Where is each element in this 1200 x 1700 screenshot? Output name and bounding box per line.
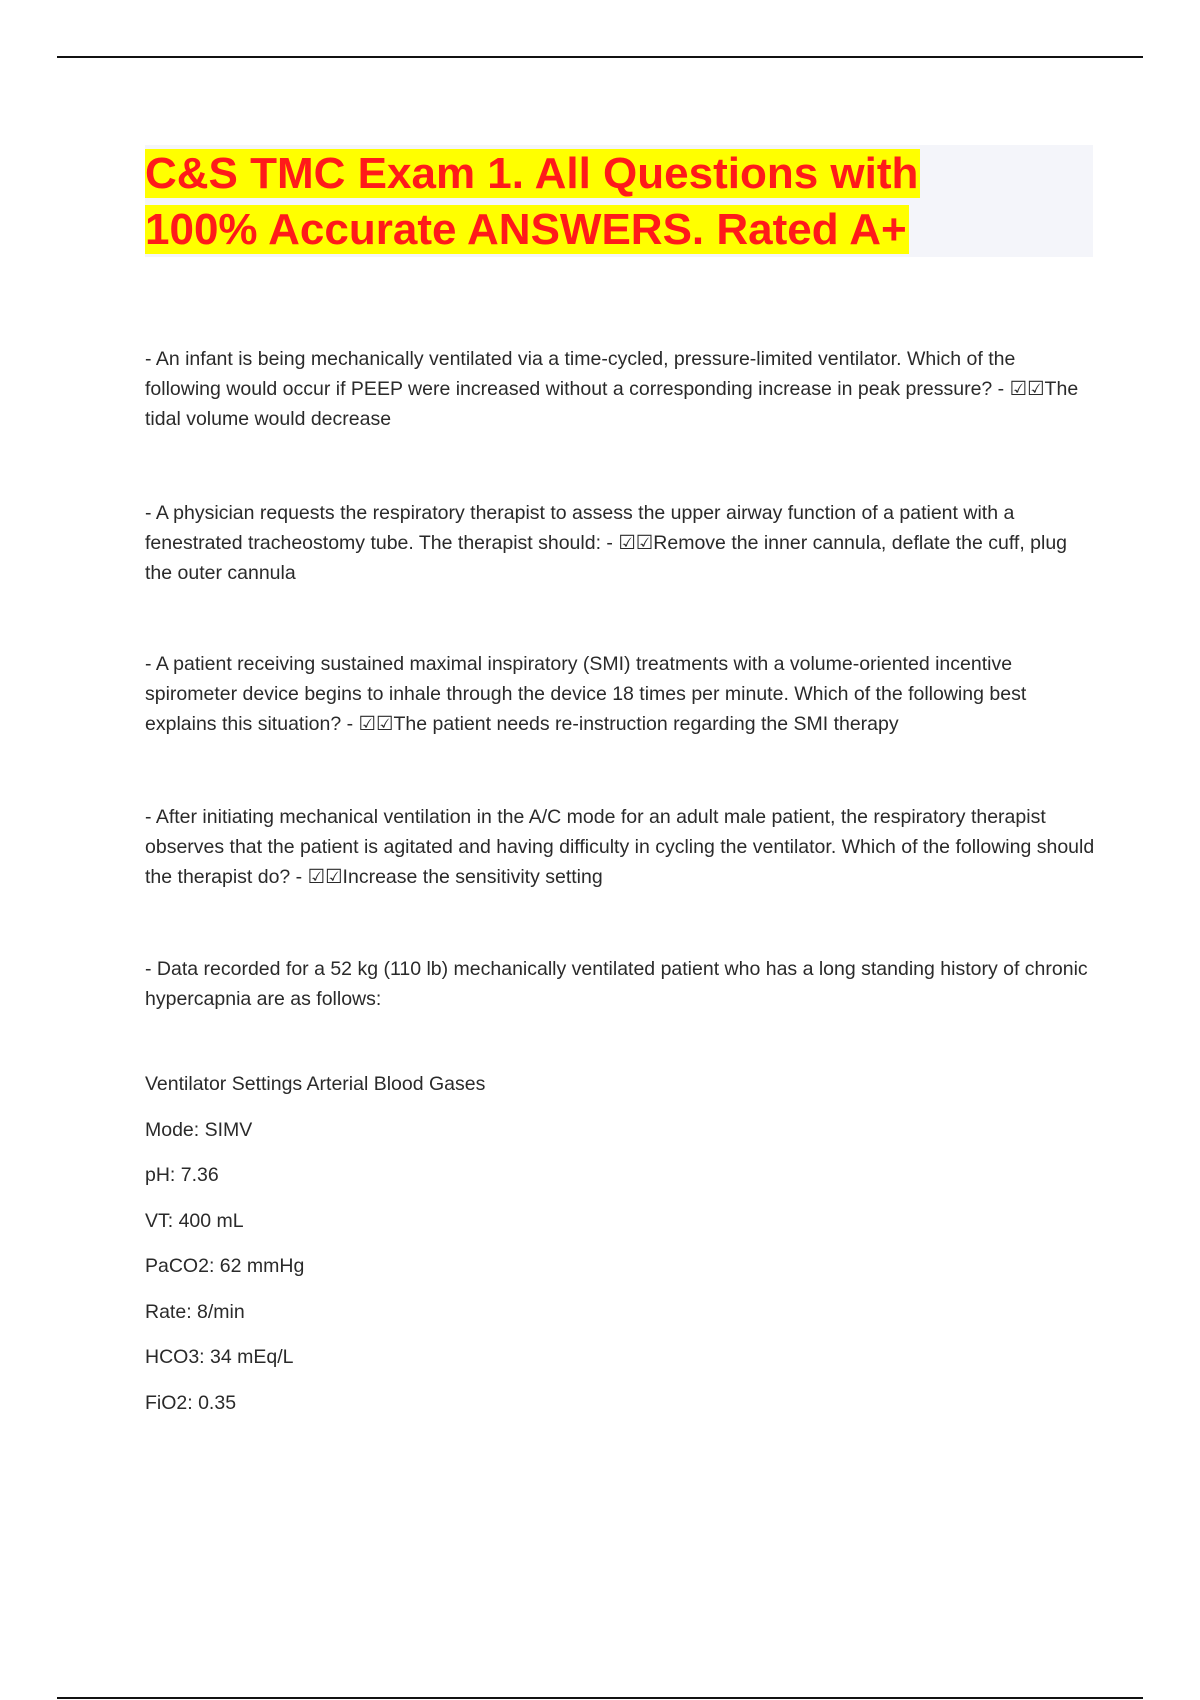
title-line-1: C&S TMC Exam 1. All Questions with [145, 149, 919, 198]
data-row-hco3: HCO3: 34 mEq/L [145, 1346, 294, 1368]
data-row-fio2: FiO2: 0.35 [145, 1392, 237, 1414]
data-row-vt: VT: 400 mL [145, 1210, 244, 1232]
data-row-mode: Mode: SIMV [145, 1119, 253, 1141]
data-row-rate: Rate: 8/min [145, 1301, 245, 1323]
data-row-paco2: PaCO2: 62 mmHg [145, 1255, 305, 1277]
question-1: - An infant is being mechanically ventilated via a time-cycled, pressure-limited ventilator. Which of the following would occur if PEEP were increased without a corresponding increase in peak pressure? - ☑☑The tidal volume would decrease [145, 348, 1079, 430]
data-row-ph: pH: 7.36 [145, 1164, 219, 1186]
data-header: Ventilator Settings Arterial Blood Gases [145, 1073, 486, 1095]
question-4: - After initiating mechanical ventilation in the A/C mode for an adult male patient, the respiratory therapist observes that the patient is agitated and having difficulty in cycling the ventilator. Which of the following should the therapist do? - ☑☑Increase the sensitivity setting [145, 806, 1095, 888]
bottom-rule [57, 1697, 1143, 1699]
title-line-2: 100% Accurate ANSWERS. Rated A+ [145, 205, 907, 254]
question-5: - Data recorded for a 52 kg (110 lb) mechanically ventilated patient who has a long standing history of chronic hypercapnia are as follows: [145, 958, 1088, 1010]
question-3: - A patient receiving sustained maximal inspiratory (SMI) treatments with a volume-oriented incentive spirometer device begins to inhale through the device 18 times per minute. Which of the following best explains this situation? - ☑☑The patient needs re-instruction regarding the SMI therapy [145, 653, 1027, 735]
document-title [145, 146, 920, 258]
top-rule [57, 56, 1143, 58]
question-2: - A physician requests the respiratory therapist to assess the upper airway function of a patient with a fenestrated tracheostomy tube. The therapist should: - ☑☑Remove the inner cannula, deflate the cuff, plug the outer cannula [145, 502, 1068, 584]
